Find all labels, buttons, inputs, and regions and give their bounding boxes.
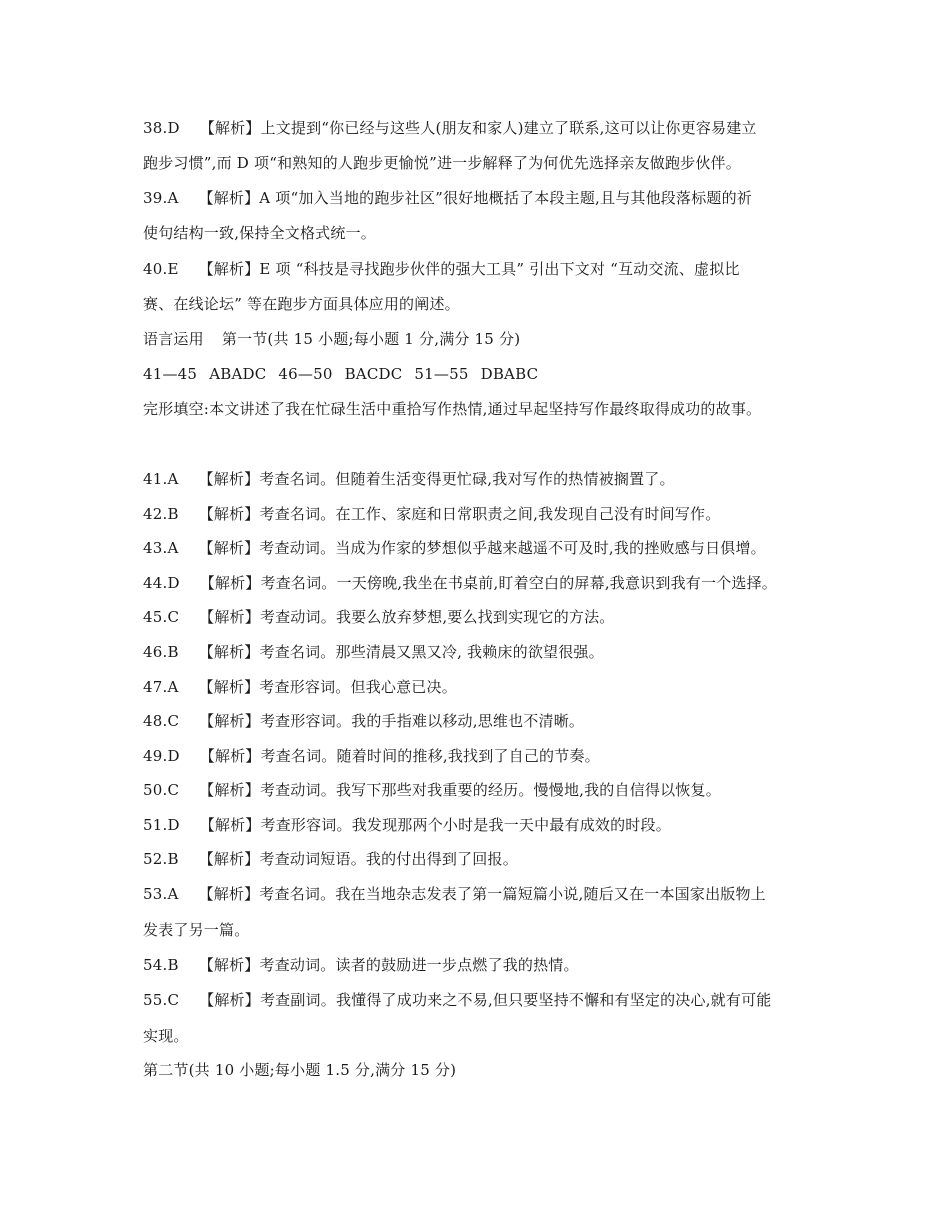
answer-53-explanation-cont: 发表了另一篇。	[143, 921, 250, 939]
answer-51-explanation: 【解析】考查形容词。我发现那两个小时是我一天中最有成效的时段。	[199, 816, 671, 834]
answer-55-line-1	[143, 989, 823, 1011]
answer-45-line	[143, 606, 823, 628]
answer-53-number: 53.A	[143, 885, 179, 903]
answer-47-line	[143, 676, 823, 698]
answer-55-number: 55.C	[143, 991, 180, 1009]
answer-47-number: 47.A	[143, 678, 179, 696]
answer-range-46-50: 46—50	[278, 365, 333, 383]
section-2-title: 第二节(共 10 小题;每小题 1.5 分,满分 15 分)	[143, 1061, 457, 1079]
answer-47-explanation: 【解析】考查形容词。但我心意已决。	[198, 678, 457, 696]
answer-38-line-2	[143, 152, 823, 174]
answer-52-line	[143, 848, 823, 870]
answer-38-line-1	[143, 117, 823, 139]
answer-53-line-2	[143, 919, 823, 941]
answer-40-line-1	[143, 258, 823, 280]
answer-38-number: 38.D	[143, 119, 180, 137]
answer-45-explanation: 【解析】考查动词。我要么放弃梦想,要么找到实现它的方法。	[199, 608, 615, 626]
answer-49-line	[143, 745, 823, 767]
section-2-heading	[143, 1059, 823, 1081]
answer-49-number: 49.D	[143, 747, 180, 765]
answer-44-line	[143, 572, 823, 594]
answer-42-number: 42.B	[143, 505, 179, 523]
answer-key-row	[143, 363, 823, 385]
answer-42-explanation: 【解析】考查名词。在工作、家庭和日常职责之间,我发现自己没有时间写作。	[198, 505, 721, 523]
answer-46-line	[143, 641, 823, 663]
answer-51-number: 51.D	[143, 816, 180, 834]
answer-48-line	[143, 710, 823, 732]
answer-38-explanation-cont: 跑步习惯”,而 D 项“和熟知的人跑步更愉悦”进一步解释了为何优先选择亲友做跑步伙伴。	[143, 154, 741, 172]
answer-50-explanation: 【解析】考查动词。我写下那些对我重要的经历。慢慢地,我的自信得以恢复。	[199, 781, 721, 799]
section-1-heading	[143, 328, 823, 350]
answer-43-number: 43.A	[143, 539, 179, 557]
answer-52-number: 52.B	[143, 850, 179, 868]
answer-40-number: 40.E	[143, 260, 179, 278]
answer-46-explanation: 【解析】考查名词。那些清晨又黑又冷, 我赖床的欲望很强。	[198, 643, 604, 661]
answer-55-explanation-cont: 实现。	[143, 1027, 189, 1045]
answer-54-line	[143, 954, 823, 976]
answer-52-explanation: 【解析】考查动词短语。我的付出得到了回报。	[198, 850, 518, 868]
answer-50-line	[143, 779, 823, 801]
section-1-subtitle: 第一节(共 15 小题;每小题 1 分,满分 15 分)	[221, 330, 521, 348]
answer-55-explanation: 【解析】考查副词。我懂得了成功来之不易,但只要坚持不懈和有坚定的决心,就有可能	[199, 991, 772, 1009]
answer-48-explanation: 【解析】考查形容词。我的手指难以移动,思维也不清晰。	[199, 712, 585, 730]
answer-44-number: 44.D	[143, 574, 180, 592]
answer-40-explanation-cont: 赛、在线论坛” 等在跑步方面具体应用的阐述。	[143, 295, 460, 313]
answer-41-number: 41.A	[143, 470, 179, 488]
answer-44-explanation: 【解析】考查名词。一天傍晚,我坐在书桌前,盯着空白的屏幕,我意识到我有一个选择。	[199, 574, 777, 592]
answer-53-explanation: 【解析】考查名词。我在当地杂志发表了第一篇短篇小说,随后又在一本国家出版物上	[198, 885, 766, 903]
answer-49-explanation: 【解析】考查名词。随着时间的推移,我找到了自己的节奏。	[199, 747, 600, 765]
answer-55-line-2	[143, 1025, 823, 1047]
answer-53-line-1	[143, 883, 823, 905]
answer-46-number: 46.B	[143, 643, 179, 661]
answer-41-line	[143, 468, 823, 490]
answer-48-number: 48.C	[143, 712, 180, 730]
answer-54-number: 54.B	[143, 956, 179, 974]
cloze-summary-text: 完形填空:本文讲述了我在忙碌生活中重拾写作热情,通过早起坚持写作最终取得成功的故事。	[143, 400, 762, 418]
answer-43-line	[143, 537, 823, 559]
answer-39-line-2	[143, 222, 823, 244]
answer-39-number: 39.A	[143, 189, 179, 207]
cloze-summary	[143, 398, 823, 420]
answer-key-51-55: DBABC	[480, 365, 539, 383]
answer-range-51-55: 51—55	[414, 365, 469, 383]
answer-45-number: 45.C	[143, 608, 180, 626]
answer-42-line	[143, 503, 823, 525]
answer-range-41-45: 41—45	[143, 365, 198, 383]
answer-50-number: 50.C	[143, 781, 180, 799]
answer-key-46-50: BACDC	[344, 365, 403, 383]
answer-key-41-45: ABADC	[209, 365, 267, 383]
answer-39-explanation: 【解析】A 项“加入当地的跑步社区”很好地概括了本段主题,且与其他段落标题的祈	[198, 189, 753, 207]
answer-43-explanation: 【解析】考查动词。当成为作家的梦想似乎越来越遥不可及时,我的挫败感与日俱增。	[198, 539, 766, 557]
answer-38-explanation: 【解析】上文提到“你已经与这些人(朋友和家人)建立了联系,这可以让你更容易建立	[199, 119, 757, 137]
answer-39-explanation-cont: 使句结构一致,保持全文格式统一。	[143, 224, 376, 242]
answer-39-line-1	[143, 187, 823, 209]
answer-40-line-2	[143, 293, 823, 315]
section-1-title: 语言运用	[143, 330, 204, 348]
answer-51-line	[143, 814, 823, 836]
answer-54-explanation: 【解析】考查动词。读者的鼓励进一步点燃了我的热情。	[198, 956, 579, 974]
answer-40-explanation: 【解析】E 项 “科技是寻找跑步伙伴的强大工具” 引出下文对 “互动交流、虚拟比	[198, 260, 740, 278]
answer-41-explanation: 【解析】考查名词。但随着生活变得更忙碌,我对写作的热情被搁置了。	[198, 470, 675, 488]
